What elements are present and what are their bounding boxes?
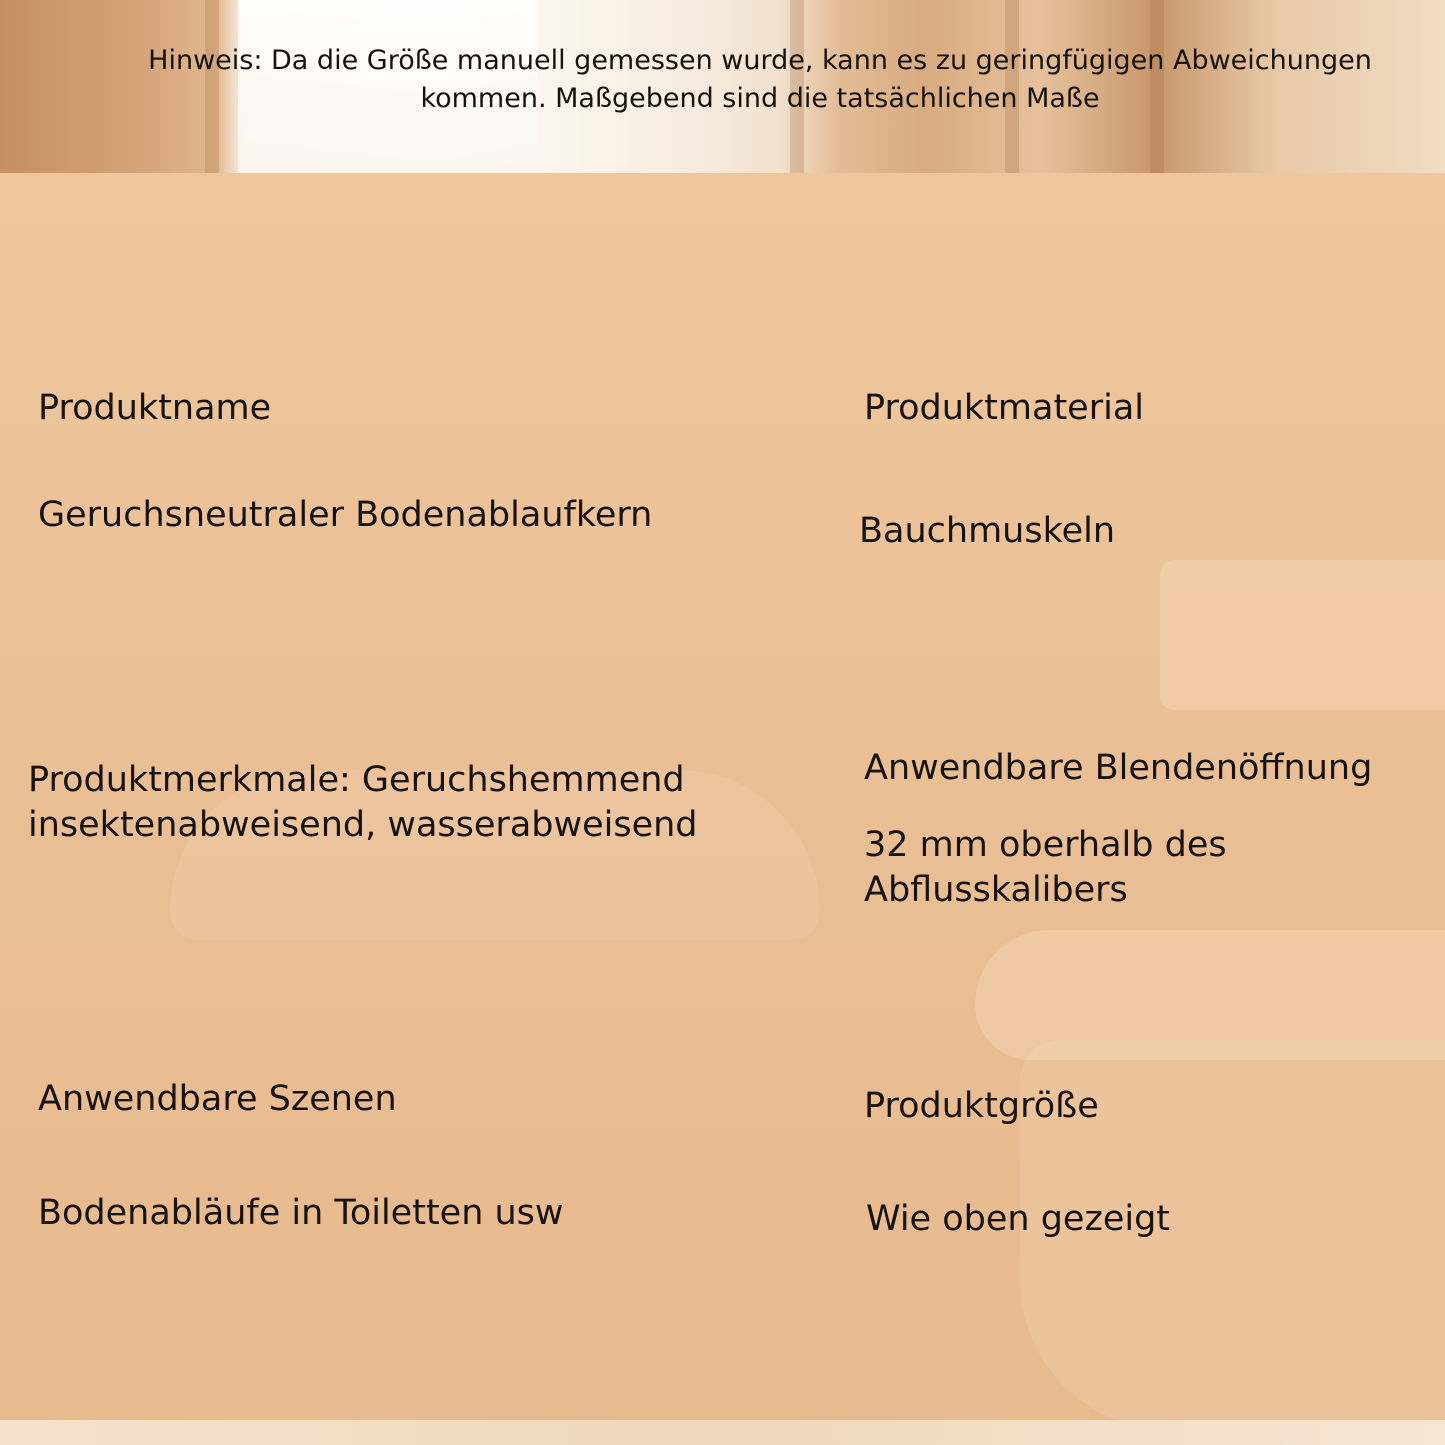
aperture-value-line-2: Abflusskalibers xyxy=(864,870,1128,910)
washbasin-silhouette xyxy=(1160,560,1445,710)
measurement-notice xyxy=(75,42,1445,118)
material-label: Produktmaterial xyxy=(864,388,1144,428)
material-value: Bauchmuskeln xyxy=(859,511,1116,551)
features-line-2: insektenabweisend, wasserabweisend xyxy=(28,805,698,845)
scenes-value: Bodenabläufe in Toiletten usw xyxy=(38,1193,564,1233)
notice-line-1: Hinweis: Da die Größe manuell gemessen wurde, kann es zu geringfügigen Abweichungen xyxy=(148,45,1372,76)
product-name-value: Geruchsneutraler Bodenablaufkern xyxy=(38,495,653,535)
aperture-label: Anwendbare Blendenöffnung xyxy=(864,748,1373,788)
floor-strip xyxy=(0,1420,1445,1445)
aperture-value-line-1: 32 mm oberhalb des xyxy=(864,825,1227,865)
scenes-label: Anwendbare Szenen xyxy=(38,1079,397,1119)
size-label: Produktgröße xyxy=(864,1086,1099,1126)
features-line-1: Produktmerkmale: Geruchshemmend xyxy=(28,760,685,800)
product-name-label: Produktname xyxy=(38,388,272,428)
size-value: Wie oben gezeigt xyxy=(866,1199,1171,1239)
notice-line-2: kommen. Maßgebend sind die tatsächlichen Maße xyxy=(420,83,1100,114)
